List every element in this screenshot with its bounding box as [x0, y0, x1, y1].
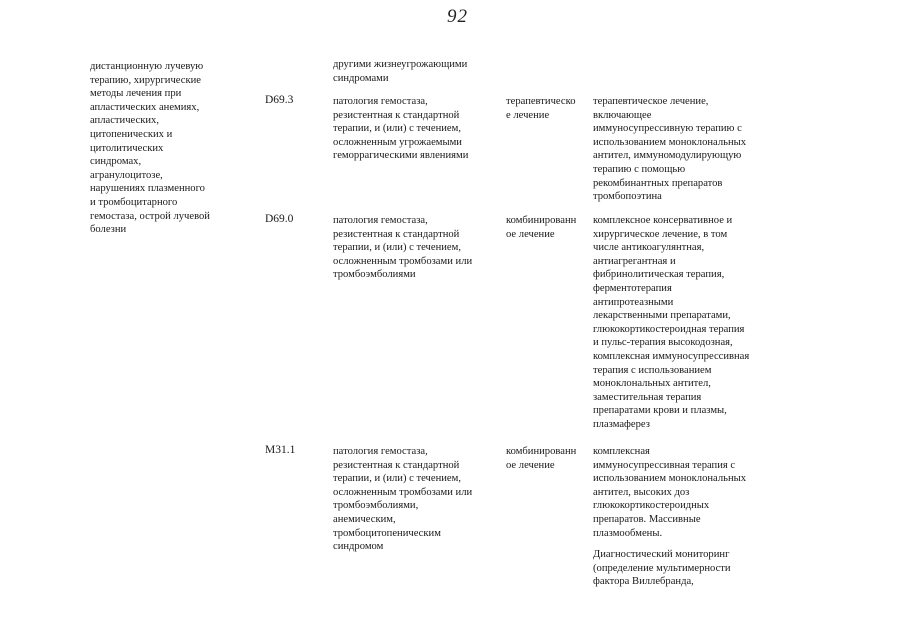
row-patient-model: патология гемостаза, резистентная к стандартной терапии, и (или) с течением, осложненным тромбозами или тромбоэмболиями: [333, 215, 473, 281]
row-code: D69.3: [265, 94, 294, 106]
row-patient-model: патология гемостаза, резистентная к стандартной терапии, и (или) с течением, осложненным угрожаемыми геморрагическими явлениями: [333, 96, 469, 162]
row-treatment-type: терапевтическо е лечение: [506, 96, 576, 121]
row-treatment-method-continued: Диагностический мониторинг (определение мультимерности фактора Виллебранда,: [593, 549, 731, 588]
row-treatment-method: комплексное консервативное и хирургическое лечение, в том числе антикоагулянтная, антиагрегантная и фибринолитическая терапия, ферментотерапия антипротеазными лекарственными препаратами, глюкокортикостероидная терапия и пульс-терапия высокодозная, комплексная иммуносупрессивная терапия с использованием моноклональных антител, заместительная терапия препаратами крови и плазмы, плазмаферез: [593, 215, 750, 430]
row-code: D69.0: [265, 213, 294, 225]
row-treatment-method: комплексная иммуносупрессивная терапия с использованием моноклональных антител, высоких доз глюкокортикостероидных препаратов. Массивные плазмообмены.: [593, 446, 747, 539]
treatment-profile-text: дистанционную лучевую терапию, хирургические методы лечения при апластических анемиях, апластических, цитопенических и цитолитических синдромах, агранулоцитозе, нарушениях плазменного и тромбоцитарного гемостаза, острой лучевой болезни: [90, 61, 210, 236]
row-code: M31.1: [265, 444, 296, 456]
row-treatment-method: терапевтическое лечение, включающее иммуносупрессивную терапию с использованием моноклональных антител, иммуномодулирующую терапию с помощью рекомбинантных препаратов тромбопоэтина: [593, 96, 747, 203]
continued-model-text: другими жизнеугрожающими синдромами: [333, 59, 468, 84]
row-treatment-type: комбинированн ое лечение: [506, 446, 577, 471]
row-patient-model: патология гемостаза, резистентная к стандартной терапии, и (или) с течением, осложненным тромбозами или тромбоэмболиями, анемическим, тромбоцитопеническим синдромом: [333, 446, 473, 553]
row-treatment-type: комбинированн ое лечение: [506, 215, 577, 240]
page-number: 92: [447, 6, 468, 27]
